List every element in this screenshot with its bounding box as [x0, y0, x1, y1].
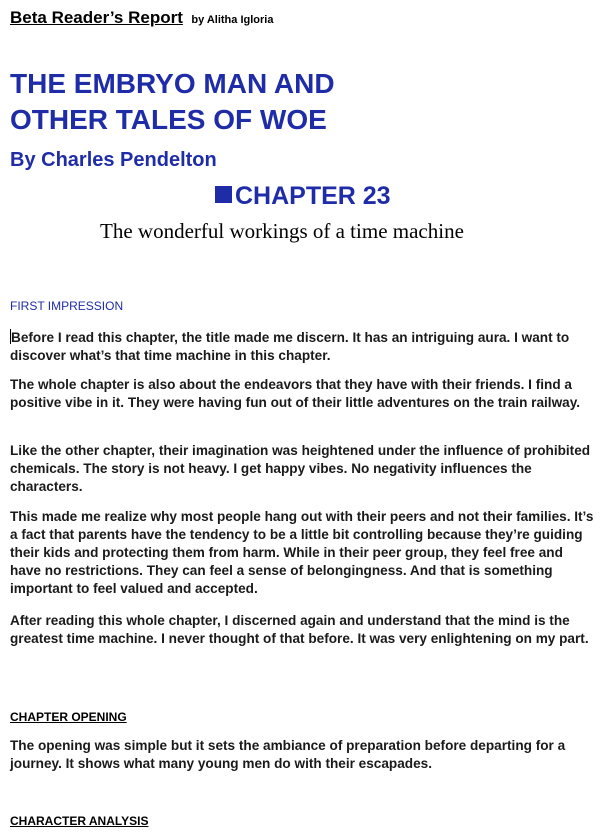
book-title-line-1: THE EMBRYO MAN AND	[10, 68, 335, 99]
section-heading-character-analysis: CHARACTER ANALYSIS	[10, 814, 149, 828]
book-title	[10, 66, 590, 138]
chapter-subtitle: The wonderful workings of a time machine	[100, 219, 464, 243]
section-heading-chapter-opening: CHAPTER OPENING	[10, 710, 127, 724]
paragraph-first-impression-2: The whole chapter is also about the endeavors that they have with their friends. I find a positive vibe in it. They were having fun out of their little adventures on the train railway.	[10, 377, 581, 410]
chapter-number: CHAPTER 23	[235, 182, 391, 210]
report-header	[10, 8, 273, 28]
paragraph-first-impression-5: After reading this whole chapter, I discerned again and understand that the mind is the greatest time machine. I never thought of that before. It was very enlightening on my part.	[10, 613, 589, 646]
paragraph-chapter-opening-1: The opening was simple but it sets the ambiance of preparation before departing for a journey. It shows what many young men do with their escapades.	[10, 738, 566, 771]
square-bullet-icon	[215, 186, 232, 203]
report-title: Beta Reader’s Report	[10, 8, 183, 27]
paragraph-first-impression-4: This made me realize why most people hang out with their peers and not their families. It’s a fact that parents have the tendency to be a little bit controlling because they’re guiding their kids and protecting them from harm. While in their peer group, they feel free and have no restrictions. They can feel a sense of belongingness. And that is something important to feel valued and accepted.	[10, 509, 594, 596]
book-author: By Charles Pendelton	[10, 149, 217, 171]
chapter-heading	[215, 180, 391, 212]
paragraph-first-impression-3: Like the other chapter, their imagination was heightened under the influence of prohibited chemicals. The story is not heavy. I get happy vibes. No negativity influences the characters.	[10, 443, 591, 494]
book-title-line-2: OTHER TALES OF WOE	[10, 104, 327, 135]
report-author: by Alitha Igloria	[191, 14, 274, 26]
section-heading-first-impression: FIRST IMPRESSION	[10, 299, 124, 313]
paragraph-first-impression-1: Before I read this chapter, the title made me discern. It has an intriguing aura. I want to discover what’s that time machine in this chapter.	[10, 330, 570, 363]
